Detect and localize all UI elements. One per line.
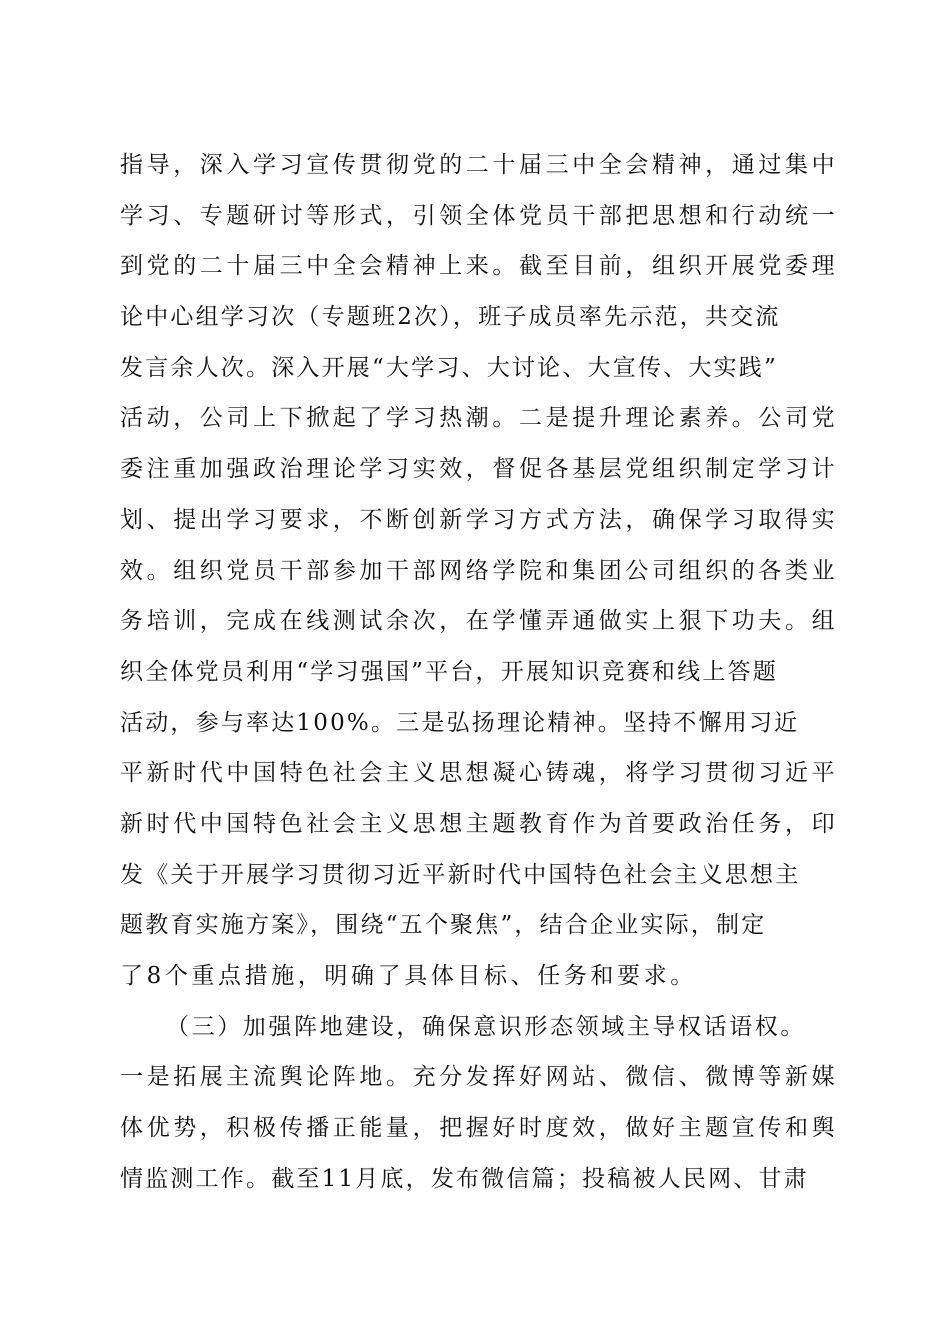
text-line: 指导，深入学习宣传贯彻党的二十届三中全会精神，通过集中 [120, 152, 839, 178]
text-line: 织全体党员利用“学习强国”平台，开展知识竞赛和线上答题 [120, 658, 778, 685]
text-line: 平新时代中国特色社会主义思想凝心铸魂，将学习贯彻习近平 [120, 760, 839, 787]
text-line: 务培训，完成在线测试余次，在学懂弄通做实上狠下功夫。组 [120, 608, 839, 635]
text-line: 活动，公司上下掀起了学习热潮。二是提升理论素养。公司党 [120, 405, 839, 432]
text-line: 到党的二十届三中全会精神上来。截至目前，组织开展党委理 [120, 253, 839, 280]
text-line: 效。组织党员干部参加干部网络学院和集团公司组织的各类业 [120, 557, 839, 584]
text-line: 委注重加强政治理论学习实效，督促各基层党组织制定学习计 [120, 456, 839, 483]
text-line: 发《关于开展学习贯彻习近平新时代中国特色社会主义思想主 [120, 861, 801, 888]
text-line: 了8个重点措施，明确了具体目标、任务和要求。 [120, 963, 697, 989]
text-line: 一是拓展主流舆论阵地。充分发挥好网站、微信、微博等新媒 [120, 1064, 839, 1091]
text-line: 体优势，积极传播正能量，把握好时度效，做好主题宣传和舆 [120, 1115, 839, 1142]
body-text [120, 140, 840, 1204]
text-line: 论中心组学习次（专题班2次），班子成员率先示范，共交流 [120, 304, 781, 331]
text-line: 题教育实施方案》，围绕“五个聚焦”，结合企业实际，制定 [120, 912, 767, 939]
text-line: 活动，参与率达100%。三是弘扬理论精神。坚持不懈用习近 [120, 709, 800, 736]
text-line: 情监测工作。截至11月底，发布微信篇；投稿被人民网、甘肃 [120, 1165, 809, 1192]
text-line: 学习、专题研讨等形式，引领全体党员干部把思想和行动统一 [120, 202, 839, 229]
section-heading: （三）加强阵地建设，确保意识形态领域主导权话语权。 [166, 1013, 806, 1040]
text-line: 发言余人次。深入开展“大学习、大讨论、大宣传、大实践” [120, 354, 778, 381]
text-line: 划、提出学习要求，不断创新学习方式方法，确保学习取得实 [120, 506, 839, 533]
text-line: 新时代中国特色社会主义思想主题教育作为首要政治任务，印 [120, 810, 839, 837]
